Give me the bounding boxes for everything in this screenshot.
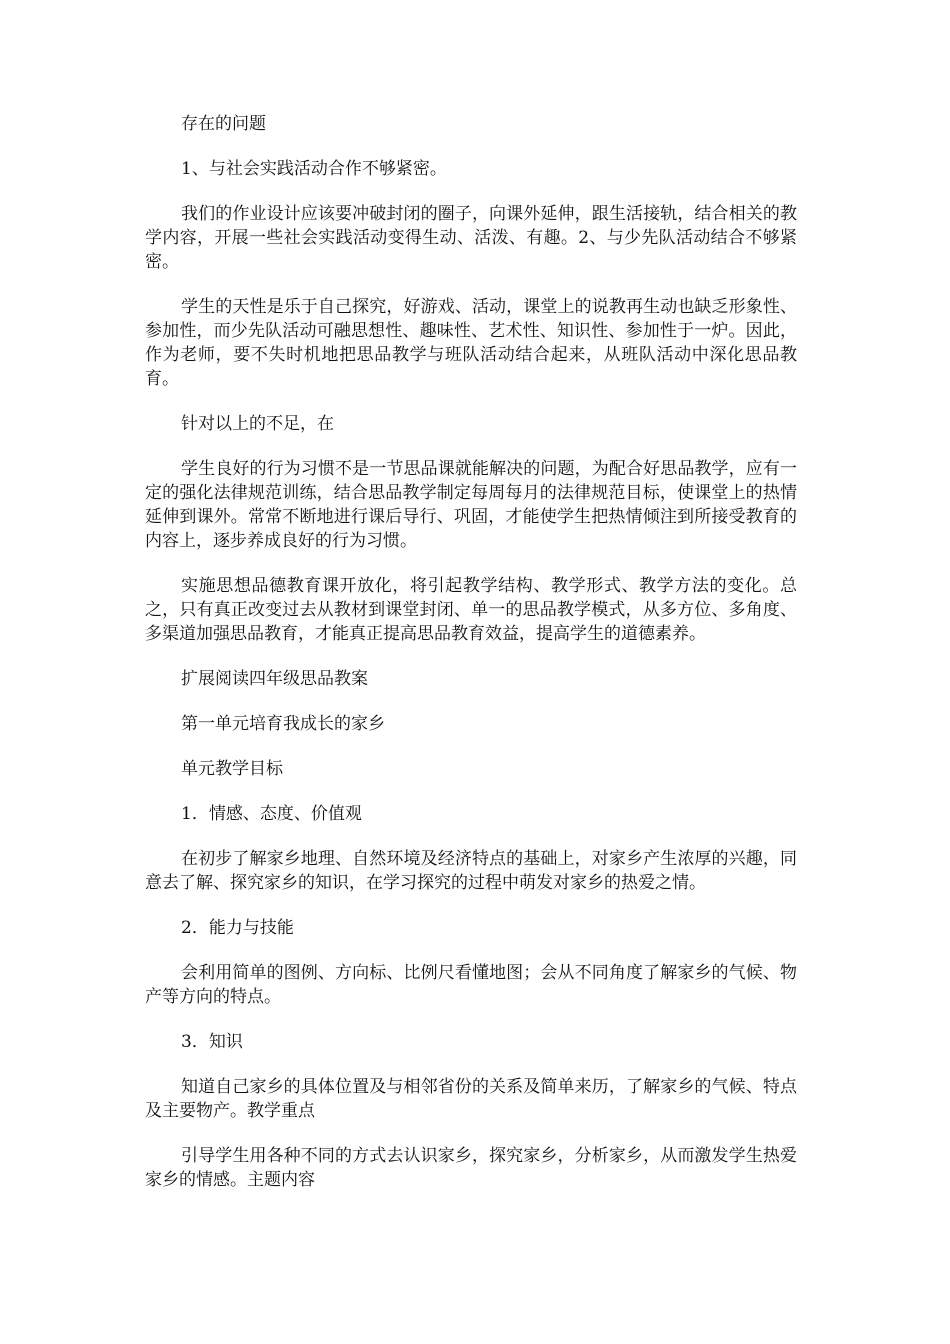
document-body (145, 112, 797, 1213)
section-heading-unit-goals: 单元教学目标 (181, 759, 283, 779)
list-item-goal-3: 3．知识 (181, 1032, 243, 1052)
paragraph: 学生的天性是乐于自己探究，好游戏、活动，课堂上的说教再生动也缺乏形象性、参加性，而少先队活动可融思想性、趣味性、艺术性、知识性、参加性于一炉。因此，作为老师，要不失时机地把思品教学与班队活动结合起来，从班队活动中深化思品教育。 (145, 297, 797, 389)
paragraph: 实施思想品德教育课开放化，将引起教学结构、教学形式、教学方法的变化。总之，只有真正改变过去从教材到课堂封闭、单一的思品教学模式，从多方位、多角度、多渠道加强思品教育，才能真正提高思品教育效益，提高学生的道德素养。 (145, 576, 797, 644)
paragraph: 针对以上的不足，在 (181, 414, 334, 434)
paragraph: 会利用简单的图例、方向标、比例尺看懂地图；会从不同角度了解家乡的气候、物产等方向的特点。 (145, 963, 797, 1007)
paragraph: 引导学生用各种不同的方式去认识家乡，探究家乡，分析家乡，从而激发学生热爱家乡的情感。主题内容 (145, 1146, 797, 1190)
list-item-problem-1: 1、与社会实践活动合作不够紧密。 (181, 159, 447, 179)
paragraph: 知道自己家乡的具体位置及与相邻省份的关系及简单来历，了解家乡的气候、特点及主要物产。教学重点 (145, 1077, 797, 1121)
paragraph: 在初步了解家乡地理、自然环境及经济特点的基础上，对家乡产生浓厚的兴趣，同意去了解、探究家乡的知识，在学习探究的过程中萌发对家乡的热爱之情。 (145, 849, 797, 893)
paragraph: 我们的作业设计应该要冲破封闭的圈子，向课外延伸，跟生活接轨，结合相关的教学内容，开展一些社会实践活动变得生动、活泼、有趣。2、与少先队活动结合不够紧密。 (145, 204, 797, 272)
list-item-goal-1: 1．情感、态度、价值观 (181, 804, 362, 824)
section-heading-extended-reading: 扩展阅读四年级思品教案 (181, 669, 368, 689)
paragraph: 学生良好的行为习惯不是一节思品课就能解决的问题，为配合好思品教学，应有一定的强化法律规范训练，结合思品教学制定每周每月的法律规范目标，使课堂上的热情延伸到课外。常常不断地进行课后导行、巩固，才能使学生把热情倾注到所接受教育的内容上，逐步养成良好的行为习惯。 (145, 459, 797, 551)
list-item-goal-2: 2．能力与技能 (181, 918, 294, 938)
section-heading-problems: 存在的问题 (181, 114, 266, 134)
unit-title: 第一单元培育我成长的家乡 (181, 714, 385, 734)
